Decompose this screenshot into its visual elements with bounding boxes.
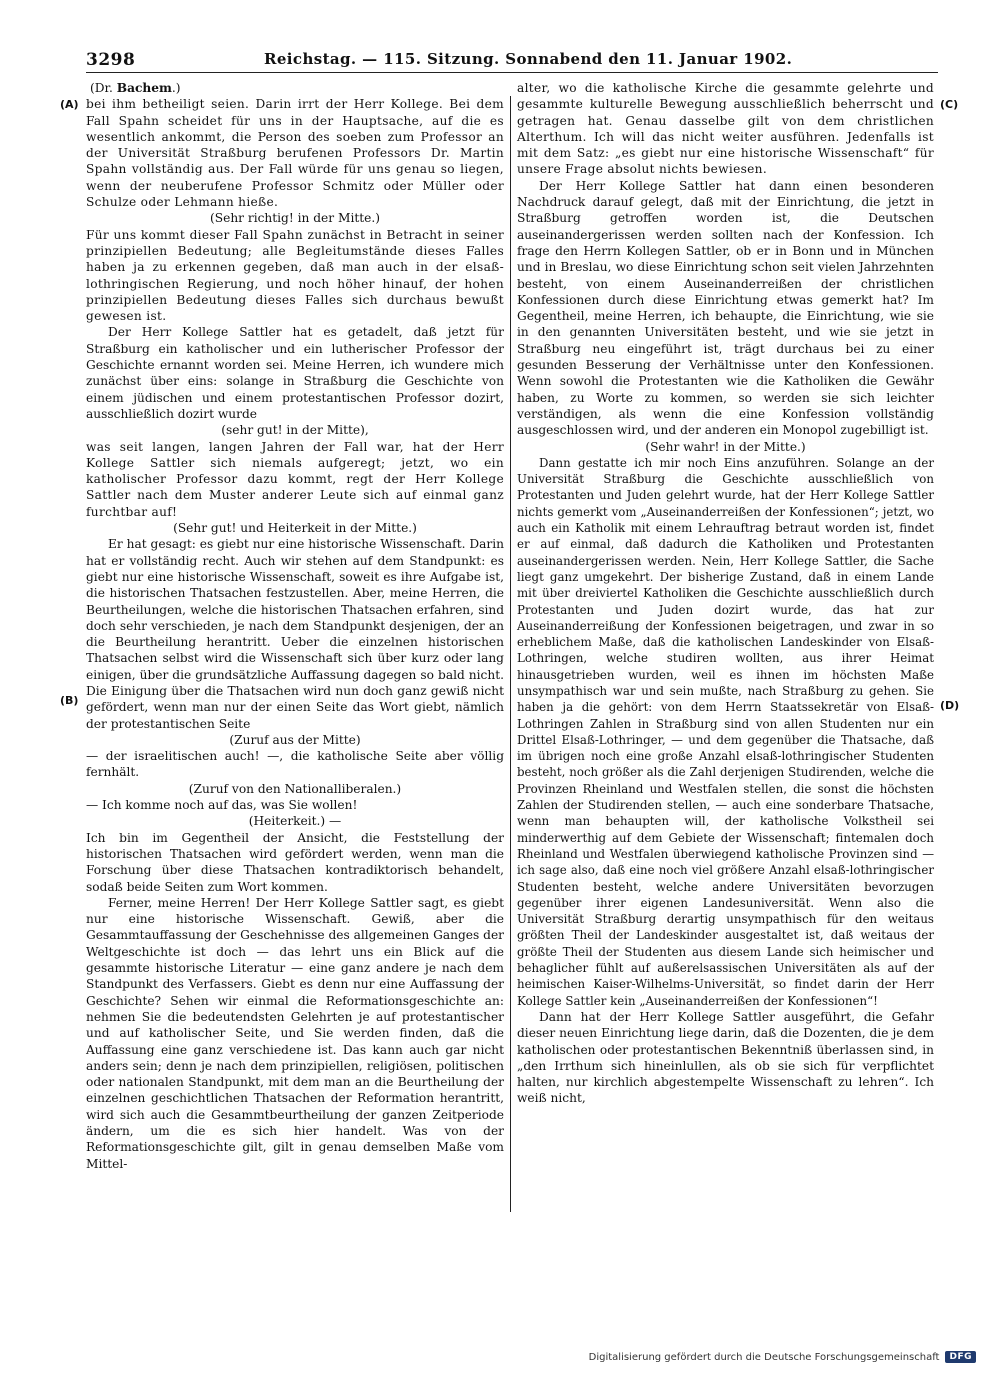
right-column xyxy=(517,80,934,1107)
speaker-label xyxy=(90,80,504,96)
paragraph: — der israelitischen auch! —, die katholische Seite aber völlig fernhält. xyxy=(86,749,504,780)
interjection: (Sehr gut! und Heiterkeit in der Mitte.) xyxy=(173,521,417,536)
paragraph: Ferner, meine Herren! Der Herr Kollege Sattler sagt, es giebt nur eine historische Wissenschaft. Gewiß, aber die Gesammtauffassung der Geschehnisse des allgemeinen Ganges der Weltgeschichte ist doch — das lehrt uns ein Blick auf die gesammte historische Literatur — eine ganz andere je nach dem Standpunkt des Verfassers. Giebt es denn nur eine Auffassung der Geschichte? Sehen wir einmal die Reformationsgeschichte an: nehmen Sie die bedeutendsten Gelehrten je auf protestantischer und auf katholischer Seite, und Sie werden finden, daß die Auffassung eine ganz verschiedene ist. Das kann auch gar nicht anders sein; denn je nach dem prinzipiellen, religiösen, politischen oder nationalen Standpunkt, mit dem man an die Beurtheilung der einzelnen geschichtlichen Thatsachen der Reformation herantritt, wird sich auch die Gesammtbeurtheilung der ganzen Zeitperiode ändern, um die es sich hier handelt. Was von der Reformationsgeschichte gilt, gilt in genau demselben Maße vom Mittel- xyxy=(86,895,504,1171)
margin-marker-b: (B) xyxy=(60,694,79,707)
margin-marker-a: (A) xyxy=(60,98,79,111)
interjection: (Sehr wahr! in der Mitte.) xyxy=(645,439,806,454)
paragraph: Dann hat der Herr Kollege Sattler ausgeführt, die Gefahr dieser neuen Einrichtung liege darin, daß die Dozenten, die je dem katholischen oder protestantischen Bekenntniß überlassen sind, in „den Irrthum sich hineinlullen, als ob sie sich für verpflichtet halten, nur kirchlich abgestempelte Wissenschaft zu lehren“. Ich weiß nicht, xyxy=(517,1009,934,1106)
column-divider xyxy=(510,96,511,1212)
speaker-prefix: (Dr. xyxy=(90,81,117,95)
paragraph: Für uns kommt dieser Fall Spahn zunächst in Betracht in seiner prinzipiellen Bedeutung; alle Begleitumstände dieses Falles haben ja zu erkennen gegeben, daß man auch in der elsaß-lothringischen Regierung, und noch höher hinauf, der hohen prinzipiellen Bedeutung dieses Falles sich durchaus bewußt gewesen ist. xyxy=(86,227,504,324)
interjection: (Zuruf aus der Mitte) xyxy=(229,732,361,747)
interjection: (Sehr richtig! in der Mitte.) xyxy=(210,211,380,226)
header-rule xyxy=(86,72,938,73)
interjection: (Zuruf von den Nationalliberalen.) xyxy=(188,781,402,796)
paragraph: Dann gestatte ich mir noch Eins anzuführen. Solange an der Universität Straßburg die Geschichte ausschließlich von Protestanten und Juden gelehrt wurde, hat der Herr Kollege Sattler nichts gemerkt vom „Auseinanderreißen der Konfessionen“; jetzt, wo auch ein Katholik mit einem Lehrauftrag betraut worden ist, findet er auf einmal, daß dadurch die Katholiken und Protestanten auseinandergerissen werden. Nein, Herr Kollege Sattler, die Sache liegt ganz umgekehrt. Der bisherige Zustand, daß in einem Lande mit über dreiviertel Katholiken die Geschichte ausschließlich durch Protestanten und Juden dozirt wurde, das hat zur Auseinanderreißung der Konfessionen beigetragen, und zwar in so erheblichem Maße, daß die katholischen Landeskinder von Elsaß-Lothringen, welche studiren wollten, aus ihrer Heimat hinausgetrieben wurden, weil es ihnen im höchsten Maße unsympathisch war und sein mußte, nach Straßburg zu gehen. Sie haben ja die gehört: von dem Herrn Staatssekretär von Elsaß-Lothringen Zahlen in Straßburg sind von allen Studenten nur ein Drittel Elsaß-Lothringer, — und dem gegenüber die Thatsache, daß im übrigen noch eine große Anzahl elsaß-lothringischer Studenten besteht, noch größer als die Zahl derjenigen Studirenden, welche die Provinzen Rheinland und Westfalen stellen, die sonst die höchsten Zahlen der Studirenden stellen, — auch eine sonderbare Thatsache, wenn man behaupten will, der katholische Volkstheil sei minderwerthig auf dem Gebiete der Wissenschaft; fintemalen doch Rheinland und Westfalen überwiegend katholische Provinzen sind — ich sage also, daß eine noch viel größere Anzahl elsaß-lothringischer Studenten besteht, welche andere Universitäten bevorzugen gegenüber ihrer eigenen Landesuniversität. Wenn also die Universität Straßburg derartig unsympathisch für den weitaus größten Theil der Landeskinder ausgestaltet ist, daß weitaus der größte Theil der Studenten aus diesem Lande sich heimischer und behaglicher fühlt auf außerelsassischen Universitäten als auf der heimischen Kaiser-Wilhelms-Universität, so findet darin der Herr Kollege Sattler kein „Auseinanderreißen der Konfessionen“! xyxy=(517,455,934,1008)
margin-marker-d: (D) xyxy=(940,699,960,712)
footer-text: Digitalisierung gefördert durch die Deutsche Forschungsgemeinschaft xyxy=(588,1351,940,1363)
page-header xyxy=(86,50,938,74)
paragraph: Ich bin im Gegentheil der Ansicht, die Feststellung der historischen Thatsachen wird gefördert werden, wenn man die Forschung über diese Thatsachen kontradiktorisch behandelt, sodaß beide Seiten zum Wort kommen. xyxy=(86,830,504,894)
paragraph: — Ich komme noch auf das, was Sie wollen! xyxy=(86,798,358,813)
speaker-name: Bachem xyxy=(116,81,172,95)
digitization-credit xyxy=(589,1349,976,1365)
dfg-logo: DFG xyxy=(945,1351,976,1363)
left-column xyxy=(86,80,504,1172)
paragraph: bei ihm betheiligt seien. Darin irrt der Herr Kollege. Bei dem Fall Spahn scheidet für uns in der Hauptsache, auf die es wesentlich ankommt, die Person des soeben zum Professor an der Universität Straßburg berufenen Professors Dr. Martin Spahn vollständig aus. Der Fall würde für uns genau so liegen, wenn der neuberufene Professor Schmitz oder Müller oder Schulze oder Lehmann hieße. xyxy=(86,97,504,210)
paragraph: Er hat gesagt: es giebt nur eine historische Wissenschaft. Darin hat er vollständig recht. Auch wir stehen auf dem Standpunkt: es giebt nur eine historische Wissenschaft, soweit es ihre Aufgabe ist, die historischen Thatsachen festzustellen. Aber, meine Herren, die Beurtheilungen, welche die historischen Thatsachen erfahren, sind doch sehr verschieden, je nach dem Standpunkt desjenigen, der an die Beurtheilung herantritt. Ueber die einzelnen historischen Thatsachen selbst wird die Wissenschaft sich über kurz oder lang einigen, über die grundsätzliche Auffassung dagegen so bald nicht. Die Einigung über die Thatsachen wird nun doch ganz gewiß nicht gefördert, wenn man nur der einen Seite das Wort giebt, nämlich der protestantischen Seite xyxy=(86,537,504,731)
paragraph: was seit langen, langen Jahren der Fall war, hat der Herr Kollege Sattler sich niemals aufgeregt; jetzt, wo ein katholischer Professor dazu kommt, regt der Herr Kollege Sattler nach dem Muster anderer Leute sich auf einmal ganz furchtbar auf! xyxy=(86,439,504,519)
paragraph: Der Herr Kollege Sattler hat dann einen besonderen Nachdruck darauf gelegt, daß mit der Einrichtung, die jetzt in Straßburg getroffen worden ist, die Deutschen auseinandergerissen werden sollten nach der Konfession. Ich frage den Herrn Kollegen Sattler, ob er in Bonn und in München und in Breslau, wo diese Einrichtung schon seit vielen Jahrzehnten besteht, von einem Auseinanderreißen der christlichen Konfessionen durch diese Einrichtung etwas gemerkt hat? Im Gegentheil, meine Herren, ich behaupte, die Einrichtung, wie sie in den genannten Universitäten besteht, und wie sie jetzt in Straßburg neu eingeführt ist, trägt durchaus bei zu einer gesunden Besserung der Verhältnisse unter den Konfessionen. Wenn sowohl die Protestanten wie die Katholiken die Gewähr haben, zu Worte zu kommen, so werden sie sich leichter verständigen, als wenn die eine Konfession vollständig ausgeschlossen wird, und der anderen ein Monopol zugebilligt ist. xyxy=(517,178,934,438)
running-title: Reichstag. — 115. Sitzung. Sonnabend den 11. Januar 1902. xyxy=(264,50,793,68)
paragraph: alter, wo die katholische Kirche die gesammte gelehrte und gesammte kulturelle Bewegung ausschließlich beherrscht und getragen hat. Genau dasselbe gilt von dem christlichen Alterthum. Ich will das nicht weiter ausführen. Jedenfalls ist mit dem Satz: „es giebt nur eine historische Wissenschaft“ für unsere Frage absolut nichts bewiesen. xyxy=(517,81,934,177)
interjection: (sehr gut! in der Mitte), xyxy=(221,423,369,438)
margin-marker-c: (C) xyxy=(940,98,959,111)
paragraph: Der Herr Kollege Sattler hat es getadelt, daß jetzt für Straßburg ein katholischer und ein lutherischer Professor der Geschichte ernannt worden sei. Meine Herren, ich wundere mich zunächst über eins: solange in Straßburg die Geschichte von einem jüdischen und einem protestantischen Professor dozirt, ausschließlich dozirt wurde xyxy=(86,325,504,421)
interjection: (Heiterkeit.) — xyxy=(248,814,342,829)
speaker-suffix: .) xyxy=(171,81,181,95)
page-number: 3298 xyxy=(86,50,136,70)
